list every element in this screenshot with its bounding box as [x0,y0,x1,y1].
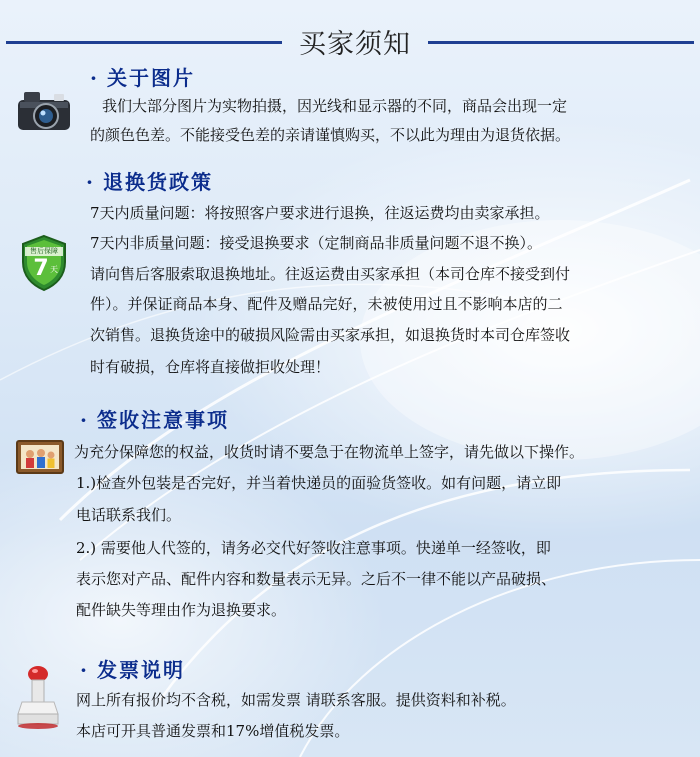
shield-7day-icon [20,234,68,292]
header-rule-right [428,41,694,44]
camera-icon [14,86,74,134]
returns-line-5: 次销售。退换货途中的破损风险需由买家承担，如退换货时本司仓库签收 [90,326,571,344]
section-title-signing: · 签收注意事项 [80,408,229,432]
signing-line-4: 2.) 需要他人代签的，请务必交代好签收注意事项。快递单一经签收，即 [76,539,551,557]
returns-line-3: 请向售后客服索取退换地址。往返运费由买家承担（本司仓库不接受到付 [90,265,571,283]
badge-unit: 天 [50,265,58,274]
page-header [0,22,700,62]
invoice-line-2: 本店可开具普通发票和17%增值税发票。 [76,722,350,740]
photos-line-2: 的颜色色差。不能接受色差的亲请谨慎购买，不以此为理由为退货依据。 [90,126,571,144]
signing-line-5: 表示您对产品、配件内容和数量表示无异。之后不一律不能以产品破损、 [76,570,557,588]
section-title-invoice: · 发票说明 [80,658,185,682]
signing-line-1: 为充分保障您的权益，收货时请不要急于在物流单上签字，请先做以下操作。 [74,443,585,461]
signing-line-2: 1.)检查外包装是否完好，并当着快递员的面验货签收。如有问题，请立即 [76,474,562,492]
header-rule-left [6,41,282,44]
badge-number: 7 [33,256,49,281]
stamp-icon [14,664,62,730]
returns-line-6: 时有破损，仓库将直接做拒收处理！ [90,358,331,376]
section-title-photos: · 关于图片 [90,66,195,90]
page-title: 买家须知 [299,29,411,60]
photos-line-1: 我们大部分图片为实物拍摄，因光线和显示器的不同，商品会出现一定 [102,97,568,115]
badge-label: 售后保障 [30,247,58,255]
section-title-returns: · 退换货政策 [86,170,213,194]
returns-line-4: 件）。并保证商品本身、配件及赠品完好，未被使用过且不影响本店的二 [90,295,563,313]
returns-line-2: 7天内非质量问题：接受退换要求（定制商品非质量问题不退不换）。 [90,234,543,252]
signing-line-6: 配件缺失等理由作为退换要求。 [76,601,287,619]
invoice-line-1: 网上所有报价均不含税，如需发票 请联系客服。提供资料和补税。 [76,691,516,709]
returns-line-1: 7天内质量问题：将按照客户要求进行退换，往返运费均由卖家承担。 [90,204,550,222]
family-photo-icon [16,440,64,474]
signing-line-3: 电话联系我们。 [76,506,182,524]
